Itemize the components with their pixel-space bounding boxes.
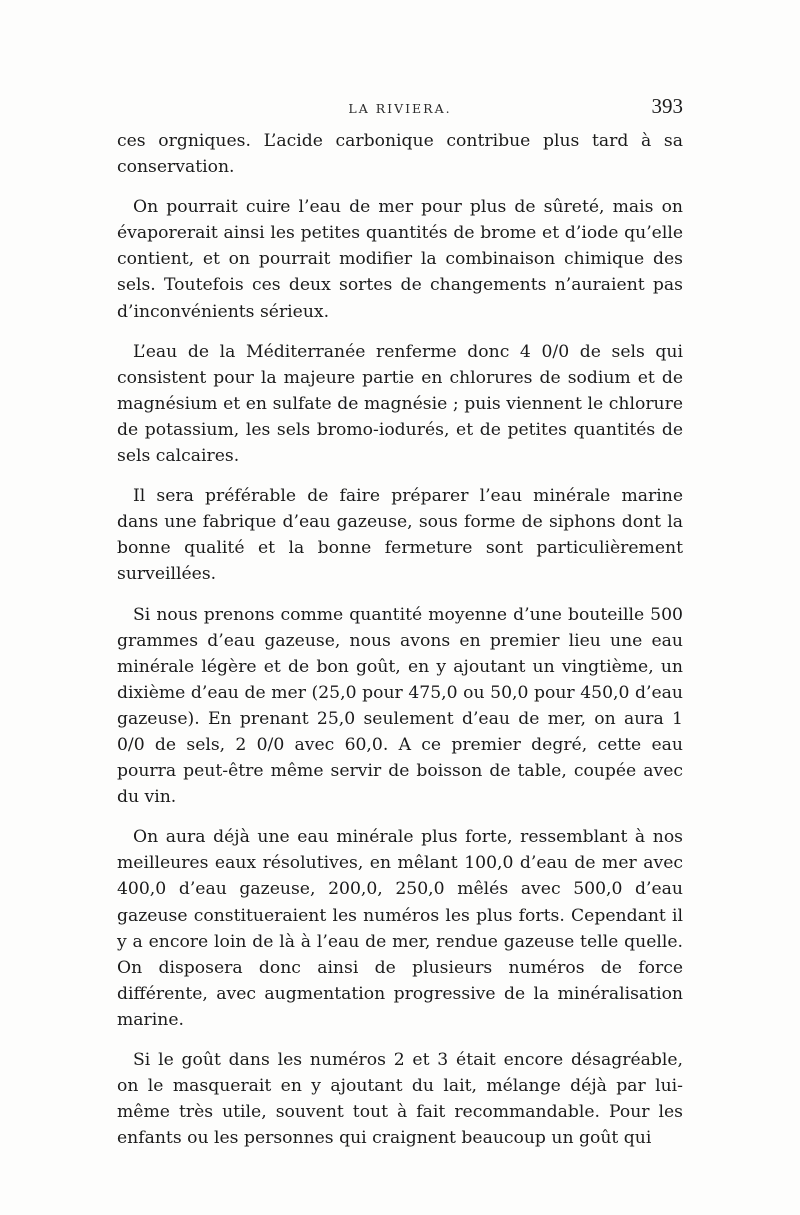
page-number: 393 — [651, 94, 683, 118]
paragraph-4: Il sera préférable de faire préparer l’eau minérale marine dans une fabrique d’eau gazeuse, sous forme de siphons dont la bonne qualité et la bonne fermeture sont particulièrement surveillées. — [117, 486, 683, 585]
paragraph-1: ces orgniques. L’acide carbonique contribue plus tard à sa conservation. — [117, 131, 683, 178]
body-text — [117, 128, 683, 1165]
running-title: LA RIVIERA. — [348, 101, 452, 116]
paragraph-2: On pourrait cuire l’eau de mer pour plus de sûreté, mais on évaporerait ainsi les petites quantités de brome et d’iode qu’elle contient, et on pourrait modifier la combinaison chimique des sels. Toutefois ces deux sortes de changements n’auraient pas d’inconvénients sérieux. — [117, 197, 683, 322]
paragraph-7: Si le goût dans les numéros 2 et 3 était encore désagréable, on le masquerait en y ajoutant du lait, mélange déjà par lui-même très utile, souvent tout à fait recommandable. Pour les enfants ou les personnes qui craignent beaucoup un goût qui — [117, 1050, 683, 1149]
paragraph-5: Si nous prenons comme quantité moyenne d’une bouteille 500 grammes d’eau gazeuse, nous avons en premier lieu une eau minérale légère et de bon goût, en y ajoutant un vingtième, un dixième d’eau de mer (25,0 pour 475,0 ou 50,0 pour 450,0 d’eau gazeuse). En prenant 25,0 seulement d’eau de mer, on aura 1 0/0 de sels, 2 0/0 avec 60,0. A ce premier degré, cette eau pourra peut-être même servir de boisson de table, coupée avec du vin. — [117, 604, 683, 808]
running-head — [117, 94, 683, 124]
paragraph-6: On aura déjà une eau minérale plus forte, ressemblant à nos meilleures eaux résolutives, en mêlant 100,0 d’eau de mer avec 400,0 d’eau gazeuse, 200,0, 250,0 mêlés avec 500,0 d’eau gazeuse constitueraient les numéros les plus forts. Cependant il y a encore loin de là à l’eau de mer, rendue gazeuse telle quelle. On disposera donc ainsi de plusieurs numéros de force différente, avec augmentation progressive de la minéralisation marine. — [117, 827, 683, 1030]
paragraph-3: L’eau de la Méditerranée renferme donc 4 0/0 de sels qui consistent pour la majeure partie en chlorures de sodium et de magnésium et en sulfate de magnésie ; puis viennent le chlorure de potassium, les sels bromo-iodurés, et de petites quantités de sels calcaires. — [117, 341, 683, 467]
